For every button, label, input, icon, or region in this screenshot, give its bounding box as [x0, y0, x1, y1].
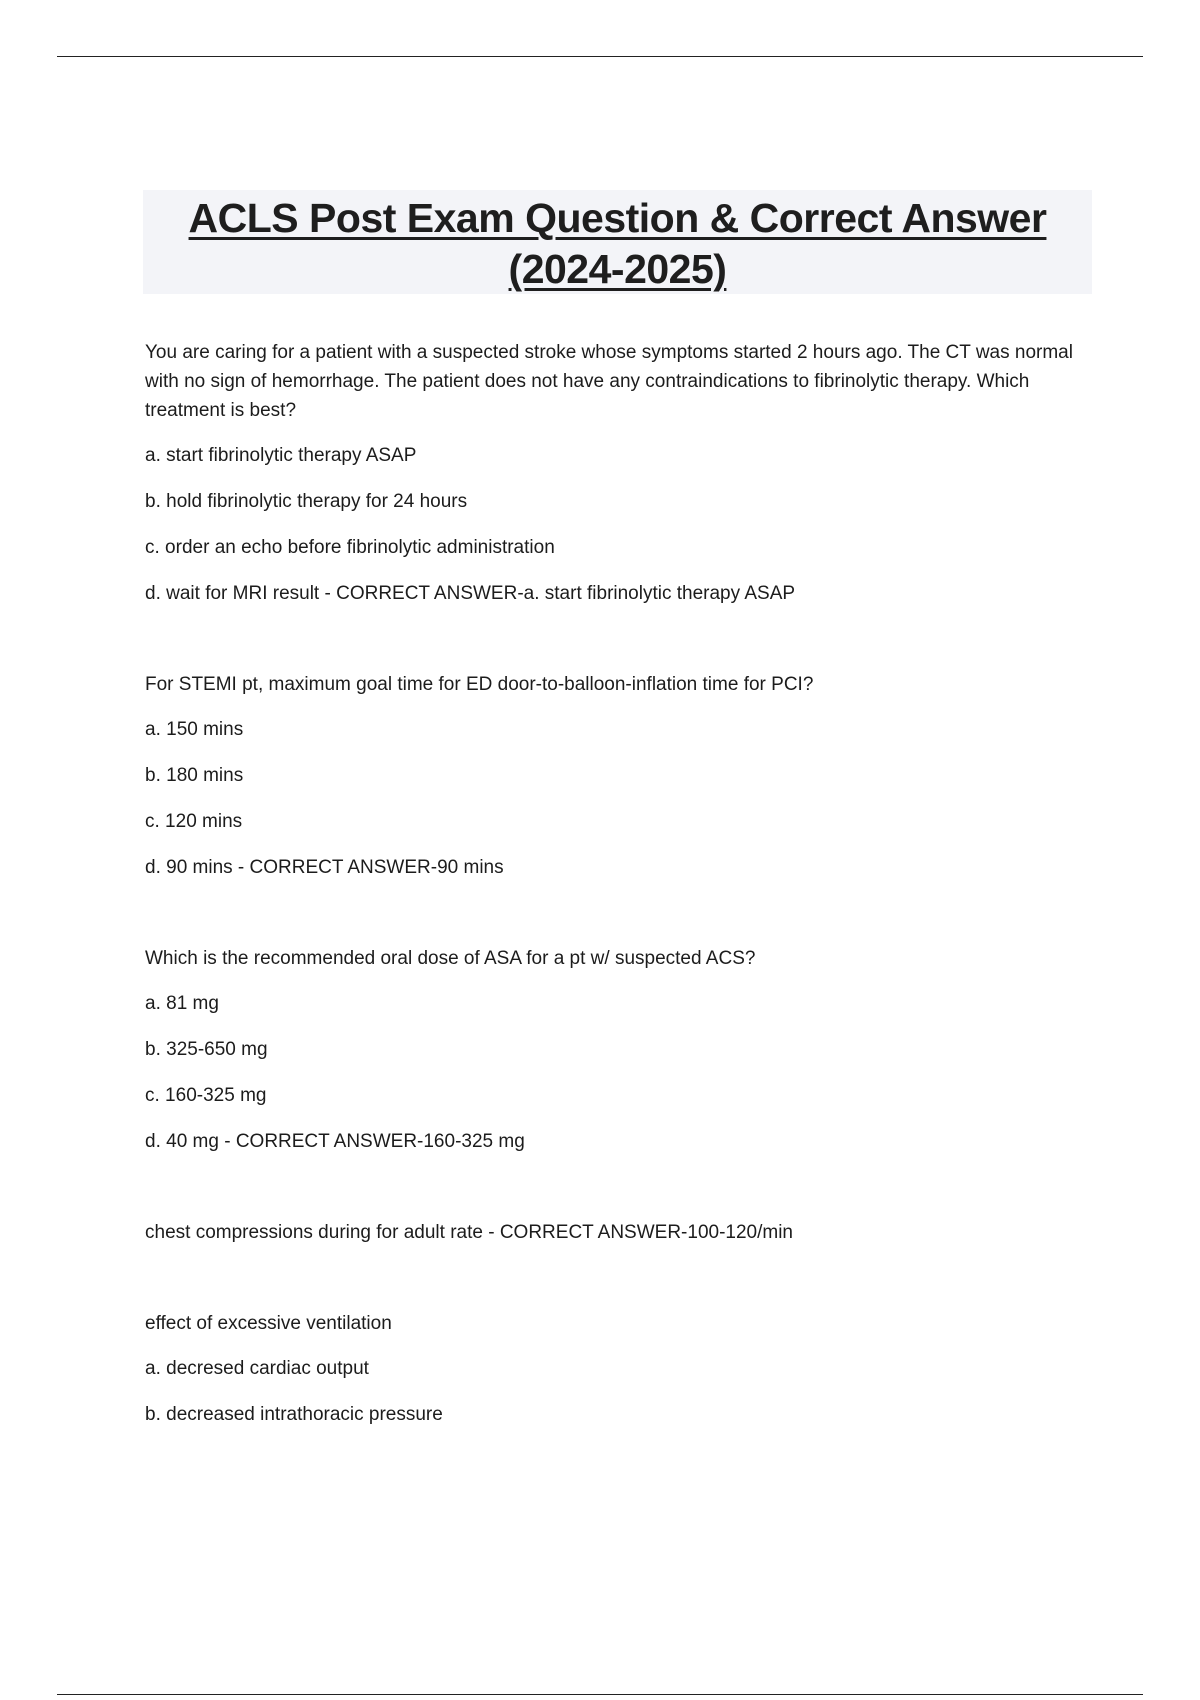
questions-list — [145, 338, 1075, 1491]
answer-option-with-correct-answer: d. 90 mins - CORRECT ANSWER-90 mins — [145, 857, 504, 878]
question-text: effect of excessive ventilation — [145, 1313, 392, 1334]
answer-option: b. hold fibrinolytic therapy for 24 hours — [145, 491, 468, 512]
answer-option: b. 180 mins — [145, 765, 244, 786]
answer-option: c. 160-325 mg — [145, 1085, 267, 1106]
question-block — [145, 944, 1075, 1156]
answer-option: a. 81 mg — [145, 993, 219, 1014]
top-rule — [57, 56, 1143, 57]
answer-option: b. decreased intrathoracic pressure — [145, 1404, 443, 1425]
answer-option-with-correct-answer: d. wait for MRI result - CORRECT ANSWER-a. start fibrinolytic therapy ASAP — [145, 583, 796, 604]
answer-option: a. decresed cardiac output — [145, 1358, 369, 1379]
answer-option: a. 150 mins — [145, 719, 244, 740]
page-title: ACLS Post Exam Question & Correct Answer (2024-2025) — [188, 195, 1047, 292]
question-block — [145, 670, 1075, 882]
question-text: For STEMI pt, maximum goal time for ED door-to-balloon-inflation time for PCI? — [145, 674, 814, 695]
answer-option: c. order an echo before fibrinolytic administration — [145, 537, 555, 558]
answer-option: b. 325-650 mg — [145, 1039, 268, 1060]
answer-option: a. start fibrinolytic therapy ASAP — [145, 445, 417, 466]
question-block — [145, 1218, 1075, 1247]
bottom-rule — [57, 1694, 1143, 1695]
answer-option-with-correct-answer: d. 40 mg - CORRECT ANSWER-160-325 mg — [145, 1131, 525, 1152]
question-block — [145, 338, 1075, 608]
question-text-with-correct-answer: chest compressions during for adult rate - CORRECT ANSWER-100-120/min — [145, 1222, 794, 1243]
answer-option: c. 120 mins — [145, 811, 243, 832]
question-text: You are caring for a patient with a suspected stroke whose symptoms started 2 hours ago. The CT was normal with no sign of hemorrhage. The patient does not have any contraindications to fibrinolytic therapy. Which treatment is best? — [145, 342, 1073, 421]
question-block — [145, 1309, 1075, 1429]
question-text: Which is the recommended oral dose of ASA for a pt w/ suspected ACS? — [145, 948, 756, 969]
title-banner — [143, 190, 1092, 294]
